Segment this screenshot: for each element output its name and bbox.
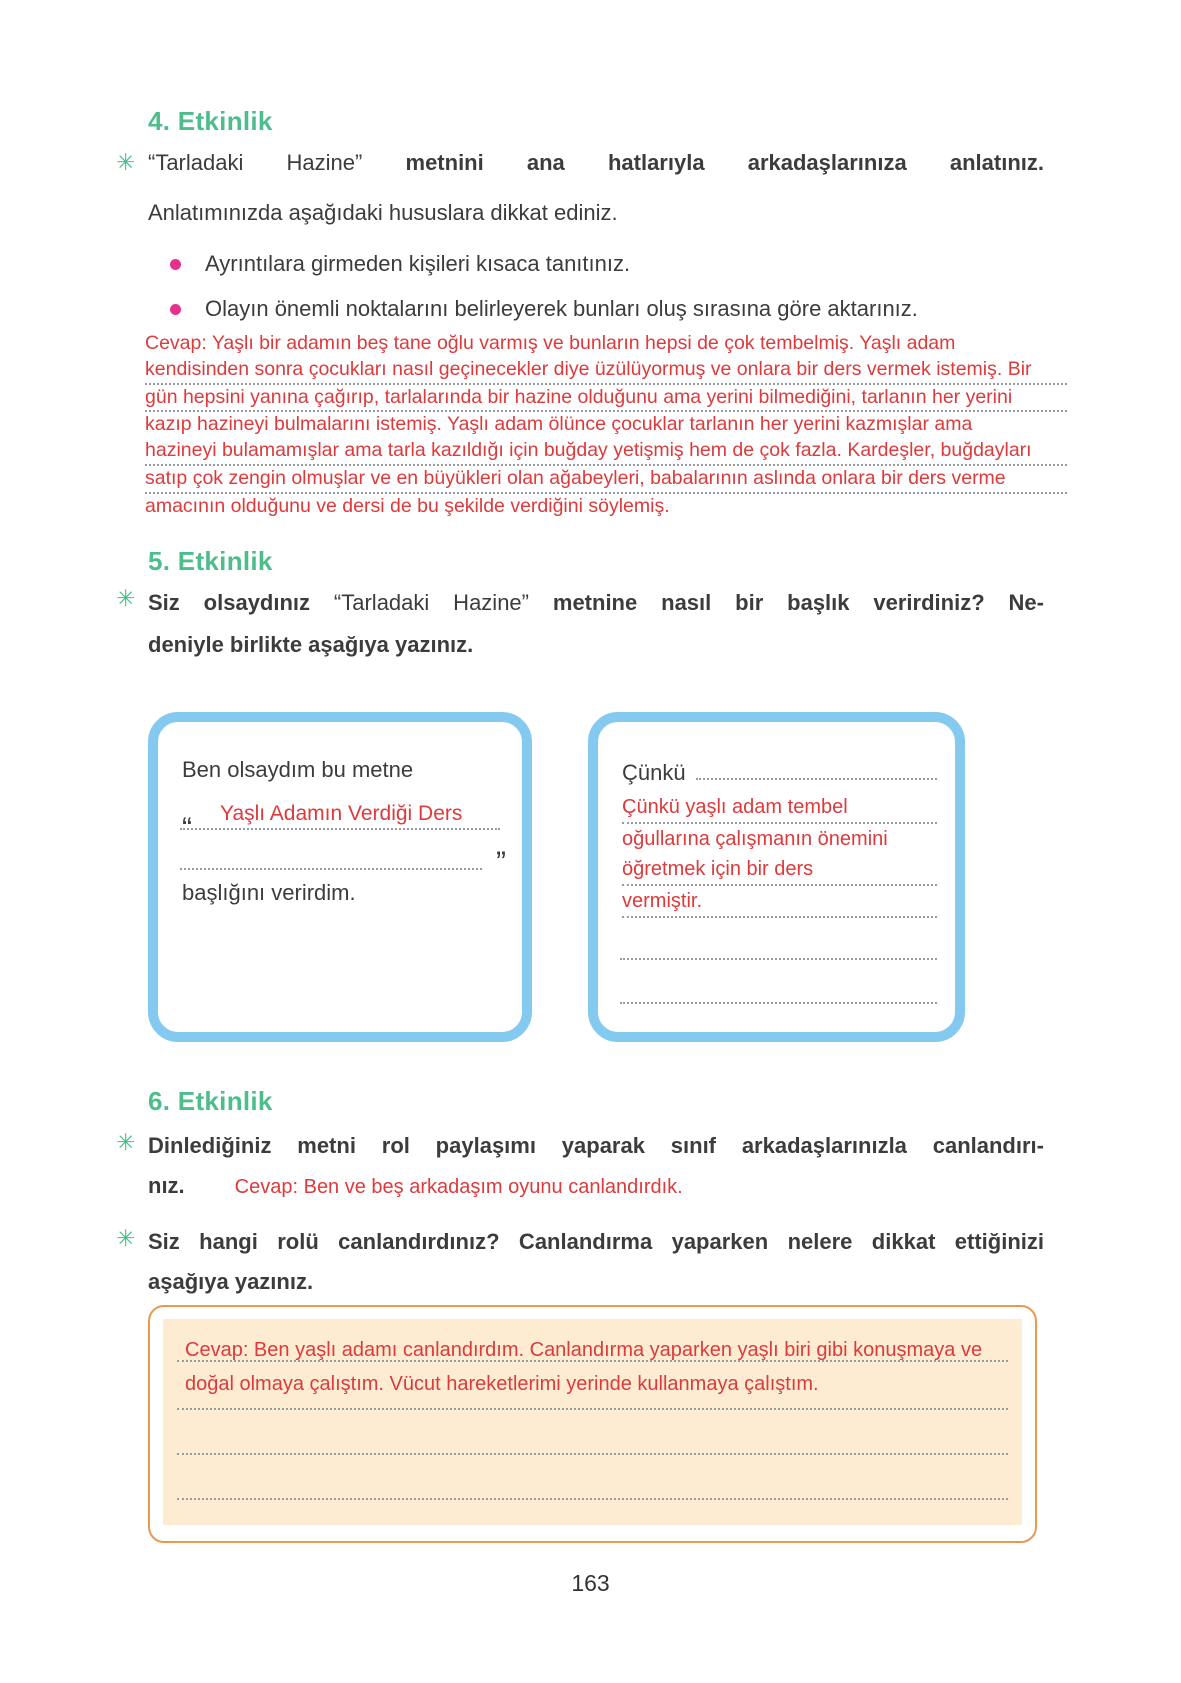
open-quote-mark: “ [182, 812, 192, 845]
answer-line: satıp çok zengin olmuşlar ve en büyükleri olan ağabeyleri, babalarının aslında onlara bir ders verme [145, 466, 1067, 494]
bullet-text: Olayın önemli noktalarını belirleyerek bunları oluş sırasına göre aktarınız. [205, 296, 918, 321]
bullet-text: Ayrıntılara girmeden kişileri kısaca tanıtınız. [205, 251, 631, 276]
answer-line: Cevap: Ben yaşlı adamı canlandırdım. Canlandırma yaparken yaşlı biri gibi konuşmaya ve [185, 1339, 983, 1361]
pink-dot-icon [170, 304, 181, 315]
answer-rule-line [620, 1002, 937, 1004]
activity-4-prompt-line [148, 146, 1044, 180]
answer-line: Çünkü yaşlı adam tembel [622, 792, 937, 824]
title-box-outro: başlığını verirdim. [182, 880, 356, 905]
star-bullet-icon: ✳ [116, 1129, 136, 1155]
answer-line: öğretmek için bir ders [622, 854, 937, 886]
answer-rule-line [177, 1498, 1008, 1500]
answer-box-fill [163, 1319, 1022, 1525]
bullet-item [170, 251, 1070, 277]
answer-rule-line [180, 868, 482, 870]
reason-answer-box [588, 712, 965, 1042]
activity-5-prompt-line2: deniyle birlikte aşağıya yazınız. [148, 632, 474, 657]
close-quote-mark: ” [496, 846, 506, 879]
activity-5-prompt [116, 582, 1044, 666]
activity-5-prompt-line1 [148, 582, 1044, 624]
answer-rule-line [180, 828, 500, 830]
dotted-leader-line [696, 778, 937, 780]
answer-line: hazineyi bulamamışlar ama tarla kazıldığı için buğday yetişmiş hem de çok fazla. Kardeşler, buğdayları [145, 438, 1067, 466]
activity-6-item1 [116, 1126, 1044, 1207]
activity-6-item2-line1: Siz hangi rolü canlandırdınız? Canlandırma yaparken nelere dikkat ettiğinizi [148, 1229, 1044, 1254]
title-box-answer-text: Yaşlı Adamın Verdiği Ders [220, 802, 463, 825]
role-answer-box [148, 1305, 1037, 1543]
activity-4-bullets [170, 251, 1070, 341]
prompt-bold-text: nız. [148, 1173, 185, 1198]
prompt-quoted-title: “Tarladaki Hazine” [148, 150, 363, 175]
answer-line: kendisinden sonra çocukları nasıl geçinecekler diye üzülüyormuş ve onlara bir ders vermek istemiş. Bir [145, 357, 1067, 385]
answer-line: Cevap: Yaşlı bir adamın beş tane oğlu varmış ve bunların hepsi de çok tembelmiş. Yaşlı adam [145, 332, 956, 354]
answer-line: kazıp hazineyi bulmalarını istemiş. Yaşlı adam ölünce çocuklar tarlanın her yerini kazmışlar ama [145, 413, 973, 436]
activity-6-heading: 6. Etkinlik [148, 1086, 273, 1116]
answer-line: amacının olduğunu ve dersi de bu şekilde verdiğini söylemiş. [145, 494, 670, 517]
star-bullet-icon: ✳ [116, 585, 136, 611]
star-bullet-icon: ✳ [116, 1225, 136, 1251]
answer-line: vermiştir. [622, 886, 937, 918]
answer-line: gün hepsini yanına çağırıp, tarlalarında bir hazine olduğunu ama yerini bilmediğini, tarlanın her yerini [145, 385, 1067, 413]
reason-label-row [622, 760, 937, 786]
title-answer-box [148, 712, 532, 1042]
star-bullet-icon: ✳ [116, 149, 136, 175]
bullet-item [170, 296, 1070, 322]
answer-rule-line [620, 958, 937, 960]
answer-rule-line [177, 1408, 1008, 1410]
activity-6-item2-line2: aşağıya yazınız. [148, 1269, 314, 1294]
activity-6-item2 [116, 1222, 1044, 1302]
answer-line: doğal olmaya çalıştım. Vücut hareketlerimi yerinde kullanmaya çalıştım. [185, 1373, 819, 1395]
activity-4-prompt [116, 146, 1044, 180]
prompt-quoted-title: “Tarladaki Hazine” [333, 590, 529, 615]
prompt-bold-text: Siz olsaydınız [148, 590, 334, 615]
activity-4-subtext: Anlatımınızda aşağıdaki hususlara dikkat ediniz. [148, 200, 618, 225]
answer-rule-line [177, 1453, 1008, 1455]
role-answer-text [185, 1333, 1006, 1401]
answer-line: oğullarına çalışmanın önemini [622, 828, 888, 850]
title-box-intro: Ben olsaydım bu metne [182, 757, 414, 782]
activity-4-answer [145, 331, 1067, 520]
activity-6-item1-line2 [148, 1166, 1044, 1207]
page-number: 163 [571, 1570, 610, 1596]
prompt-bold-text: metnine nasıl bir başlık verirdiniz? Ne- [529, 590, 1044, 615]
reason-label: Çünkü [622, 760, 686, 785]
pink-dot-icon [170, 259, 181, 270]
activity-5-heading: 5. Etkinlik [148, 546, 273, 576]
activity-6-item1-line1: Dinlediğiniz metni rol paylaşımı yaparak sınıf arkadaşlarınızla canlandırı- [148, 1133, 1044, 1158]
prompt-bold-text: metnini ana hatlarıyla arkadaşlarınıza anlatınız. [362, 150, 1044, 175]
inline-answer-text: Cevap: Ben ve beş arkadaşım oyunu canlandırdık. [234, 1176, 683, 1198]
activity-4-heading: 4. Etkinlik [148, 106, 273, 136]
reason-answer-text [622, 792, 937, 918]
